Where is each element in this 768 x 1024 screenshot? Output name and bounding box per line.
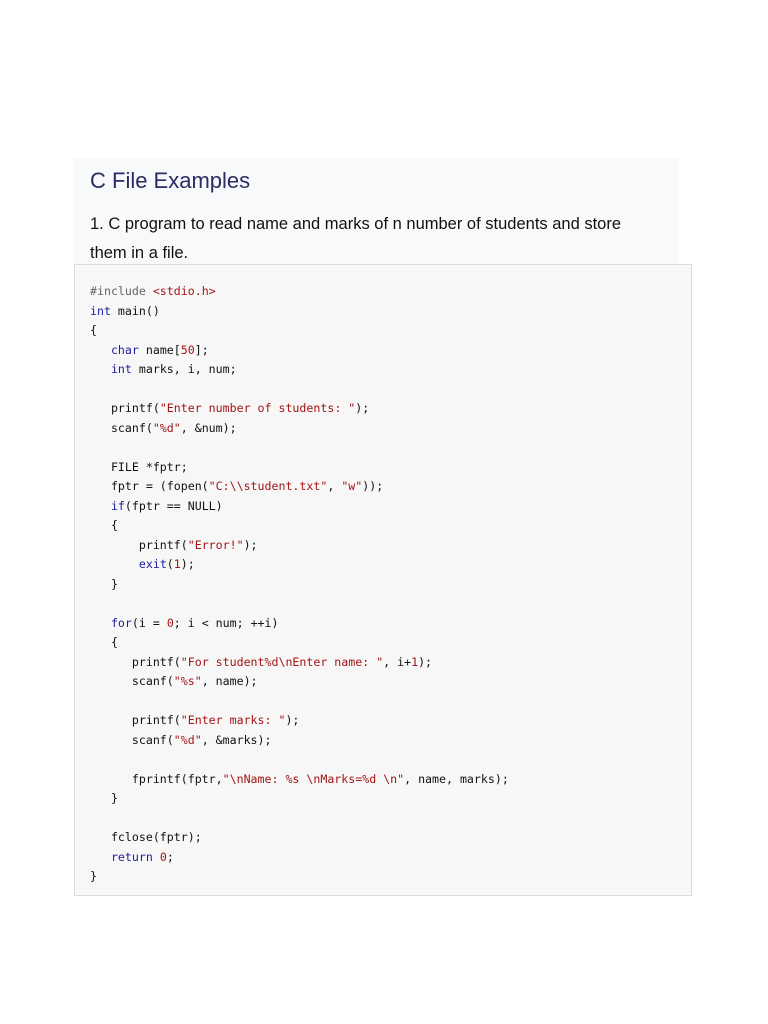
code-token: FILE *fptr;	[90, 459, 188, 474]
code-token: char	[110, 342, 139, 357]
code-token: {	[90, 635, 118, 649]
code-line	[90, 575, 509, 595]
code-line	[90, 555, 509, 575]
code-line	[90, 380, 509, 400]
code-token	[153, 850, 160, 864]
code-token: 1	[411, 654, 419, 669]
code-block	[90, 282, 509, 887]
code-line	[90, 477, 509, 497]
code-token: , name, marks);	[404, 771, 509, 786]
code-line	[90, 321, 509, 341]
code-token: 0	[166, 615, 174, 630]
code-token: "w"	[341, 479, 363, 493]
code-line	[90, 731, 509, 751]
code-token	[90, 850, 111, 864]
code-token: (fptr == NULL)	[124, 498, 223, 513]
code-line	[90, 419, 509, 439]
code-token	[90, 499, 111, 513]
code-token: );	[180, 557, 195, 571]
code-token: ;	[166, 849, 174, 864]
code-token: , &num);	[180, 420, 237, 435]
code-line	[90, 360, 509, 380]
code-token: int	[90, 303, 111, 318]
code-line	[90, 770, 509, 790]
code-token: marks, i, num;	[131, 362, 237, 376]
code-token: }	[90, 791, 118, 805]
code-line	[90, 614, 509, 634]
example-description	[90, 210, 690, 268]
code-line	[90, 672, 509, 692]
code-line	[90, 516, 509, 536]
code-token: , name);	[201, 674, 258, 688]
code-line	[90, 497, 509, 517]
code-token: "%d"	[173, 732, 202, 747]
code-line	[90, 828, 509, 848]
code-token: (	[166, 557, 174, 571]
code-token: printf(	[90, 713, 181, 727]
code-token	[90, 362, 111, 376]
code-token: fprintf(fptr,	[90, 771, 223, 786]
code-line	[90, 594, 509, 614]
code-token: }	[90, 869, 97, 883]
example-description-line-2: them in a file.	[90, 244, 189, 262]
code-token: scanf(	[90, 420, 153, 435]
code-token: {	[90, 518, 118, 532]
code-token: fptr = (fopen(	[90, 479, 209, 493]
code-token: "\nName: %s \nMarks=%d \n"	[222, 771, 405, 786]
code-token	[90, 343, 111, 357]
code-token: 0	[159, 849, 167, 864]
code-token: <stdio.h>	[152, 284, 216, 298]
code-token: ));	[362, 479, 384, 493]
code-token: );	[243, 537, 258, 552]
code-line	[90, 789, 509, 809]
code-token: , &marks);	[201, 732, 272, 747]
code-line	[90, 341, 509, 361]
code-token: ,	[327, 479, 342, 493]
code-token: 1	[173, 557, 181, 571]
code-token: printf(	[90, 401, 160, 415]
code-token: "Enter number of students: "	[159, 401, 356, 415]
code-token: ; i < num; ++i)	[173, 615, 279, 630]
code-line	[90, 302, 509, 322]
code-token	[90, 557, 139, 571]
code-token: "Error!"	[187, 537, 244, 552]
code-token: (i =	[131, 615, 167, 630]
code-token: "C:\\student.txt"	[208, 479, 328, 493]
code-token: "Enter marks: "	[180, 713, 286, 727]
code-token: }	[90, 576, 118, 591]
code-token: "For student%d\nEnter name: "	[180, 654, 384, 669]
code-token: name[	[138, 342, 181, 357]
code-token: );	[285, 713, 300, 727]
code-token: ];	[194, 342, 209, 357]
code-token: "%s"	[173, 674, 202, 688]
code-token: );	[355, 401, 370, 415]
code-token: scanf(	[90, 732, 174, 747]
code-line	[90, 458, 509, 478]
code-token: if	[110, 498, 125, 513]
code-line	[90, 692, 509, 712]
code-line	[90, 809, 509, 829]
example-description-line-1: 1. C program to read name and marks of n number of students and store	[90, 215, 622, 233]
code-line	[90, 750, 509, 770]
page-title: C File Examples	[90, 168, 251, 193]
code-line	[90, 653, 509, 673]
code-token: fclose(fptr);	[90, 830, 202, 844]
code-line	[90, 438, 509, 458]
code-token: printf(	[90, 537, 188, 552]
code-token: int	[110, 362, 132, 376]
code-token: );	[418, 654, 433, 669]
code-token: 50	[180, 342, 195, 357]
code-token: scanf(	[90, 674, 174, 688]
code-line	[90, 282, 509, 302]
code-token: exit	[138, 557, 167, 571]
code-token: #include	[90, 284, 153, 298]
code-token: for	[110, 615, 132, 630]
code-token	[90, 616, 111, 630]
code-line	[90, 633, 509, 653]
code-line	[90, 711, 509, 731]
code-line	[90, 848, 509, 868]
code-token: printf(	[90, 654, 181, 669]
code-token: , i+	[383, 654, 412, 669]
code-line	[90, 536, 509, 556]
code-token: {	[90, 323, 97, 337]
code-token: return	[110, 849, 153, 864]
code-token: "%d"	[152, 420, 181, 435]
code-line	[90, 867, 509, 887]
code-token: main()	[110, 303, 160, 318]
code-line	[90, 399, 509, 419]
